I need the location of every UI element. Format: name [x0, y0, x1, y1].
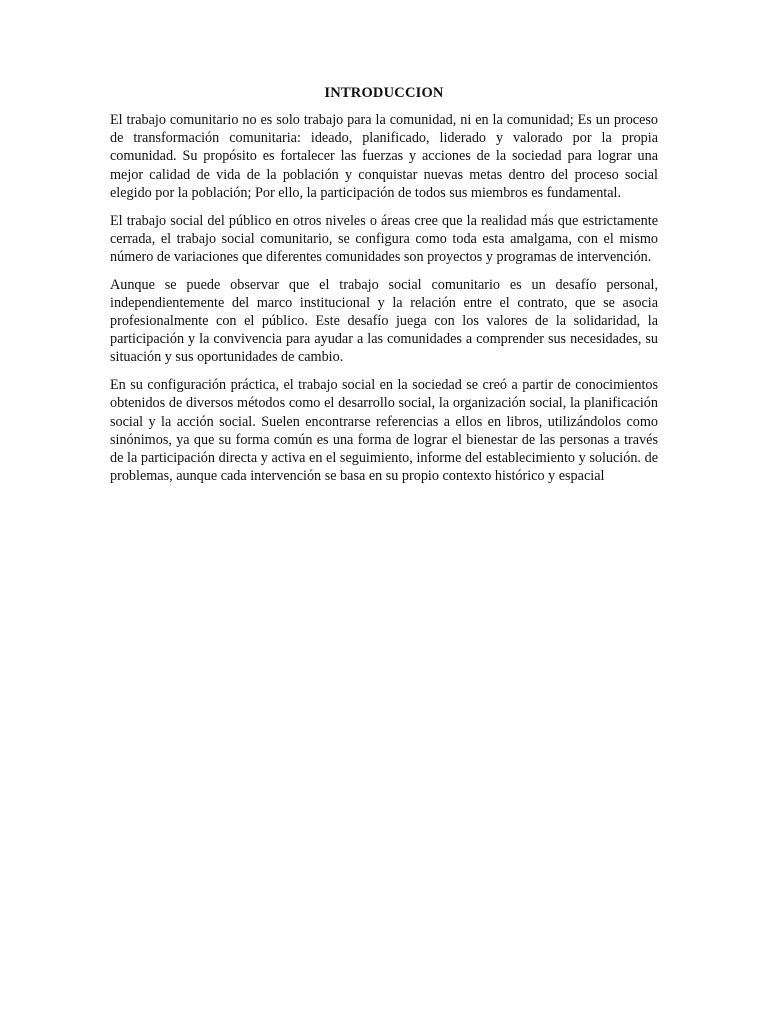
paragraph-2: El trabajo social del público en otros niveles o áreas cree que la realidad más que estrictamente cerrada, el trabajo social comunitario, se configura como toda esta amalgama, con el mismo número de variaciones que diferentes comunidades son proyectos y programas de intervención.	[110, 212, 658, 265]
paragraph-1: El trabajo comunitario no es solo trabajo para la comunidad, ni en la comunidad; Es un proceso de transformación comunitaria: ideado, planificado, liderado y valorado por la propia comunidad. Su propósito es fortalecer las fuerzas y acciones de la sociedad para lograr una mejor calidad de vida de la población y conquistar nuevas metas dentro del proceso social elegido por la población; Por ello, la participación de todos sus miembros es fundamental.	[110, 112, 658, 201]
paragraph-3: Aunque se puede observar que el trabajo social comunitario es un desafío personal, independientemente del marco institucional y la relación entre el contrato, que se asocia profesionalmente con el público. Este desafío juega con los valores de la solidaridad, la participación y la convivencia para ayudar a las comunidades a comprender sus necesidades, su situación y sus oportunidades de cambio.	[110, 276, 658, 366]
document-title: INTRODUCCION	[324, 85, 444, 101]
document-page	[110, 84, 658, 495]
paragraph-4: En su configuración práctica, el trabajo social en la sociedad se creó a partir de conocimientos obtenidos de diversos métodos como el desarrollo social, la organización social, la planificación social y la acción social. Suelen encontrarse referencias a ellos en libros, utilizándolos como sinónimos, ya que su forma común es una forma de lograr el bienestar de las personas a través de la participación directa y activa en el seguimiento, informe del establecimiento y solución. de problemas, aunque cada intervención se basa en su propio contexto histórico y espacial	[110, 377, 658, 485]
